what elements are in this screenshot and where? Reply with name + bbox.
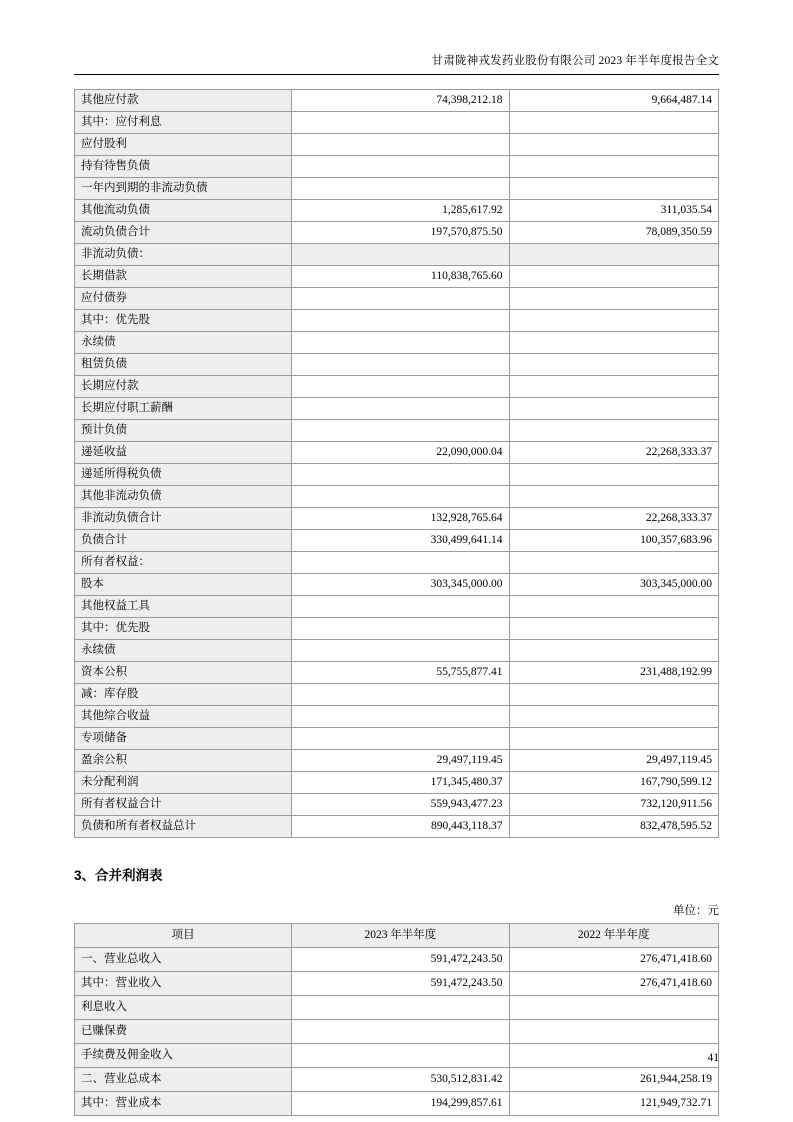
unit-label: 单位：元 — [673, 905, 719, 917]
row-value-current: 330,499,641.14 — [292, 530, 509, 552]
row-value-current — [292, 728, 509, 750]
row-value-current — [292, 112, 509, 134]
table-row — [75, 134, 719, 156]
row-value-prior — [509, 332, 719, 354]
table-row — [75, 574, 719, 596]
row-value-prior — [509, 288, 719, 310]
income-statement-table — [74, 923, 719, 1116]
row-value-current — [292, 486, 509, 508]
column-header: 2023 年半年度 — [292, 924, 509, 948]
header-divider — [74, 74, 719, 75]
table-row — [75, 684, 719, 706]
row-label: 长期借款 — [75, 266, 292, 288]
table-row — [75, 222, 719, 244]
row-value-prior — [509, 354, 719, 376]
row-value-prior: 100,357,683.96 — [509, 530, 719, 552]
table-row — [75, 464, 719, 486]
income-statement-head — [75, 924, 719, 948]
table-row — [75, 310, 719, 332]
row-value-prior: 732,120,911.56 — [509, 794, 719, 816]
row-value-prior — [509, 486, 719, 508]
row-value-prior: 9,664,487.14 — [509, 90, 719, 112]
row-label: 持有待售负债 — [75, 156, 292, 178]
table-row — [75, 420, 719, 442]
table-row — [75, 508, 719, 530]
row-value-current — [292, 332, 509, 354]
row-value-prior — [509, 1020, 719, 1044]
row-label: 一、营业总收入 — [75, 948, 292, 972]
table-row — [75, 156, 719, 178]
row-value-prior: 311,035.54 — [509, 200, 719, 222]
row-value-current — [292, 288, 509, 310]
row-value-prior — [509, 266, 719, 288]
column-header: 2022 年半年度 — [509, 924, 719, 948]
row-value-prior: 29,497,119.45 — [509, 750, 719, 772]
table-row — [75, 1068, 719, 1092]
row-value-current: 591,472,243.50 — [292, 972, 509, 996]
row-value-prior: 22,268,333.37 — [509, 508, 719, 530]
row-value-current: 530,512,831.42 — [292, 1068, 509, 1092]
row-value-prior — [509, 596, 719, 618]
row-value-prior: 303,345,000.00 — [509, 574, 719, 596]
row-label: 应付债券 — [75, 288, 292, 310]
table-row — [75, 90, 719, 112]
table-header-row — [75, 924, 719, 948]
row-label: 长期应付职工薪酬 — [75, 398, 292, 420]
row-value-prior — [509, 464, 719, 486]
row-label: 其他应付款 — [75, 90, 292, 112]
row-label: 专项储备 — [75, 728, 292, 750]
row-label: 其中：应付利息 — [75, 112, 292, 134]
row-value-current: 29,497,119.45 — [292, 750, 509, 772]
row-label: 未分配利润 — [75, 772, 292, 794]
row-value-prior — [509, 156, 719, 178]
row-value-current — [292, 398, 509, 420]
row-label: 其他权益工具 — [75, 596, 292, 618]
row-value-prior — [509, 376, 719, 398]
table-row — [75, 1020, 719, 1044]
row-value-prior: 276,471,418.60 — [509, 948, 719, 972]
table-row — [75, 486, 719, 508]
table-row — [75, 332, 719, 354]
table-row — [75, 618, 719, 640]
row-value-prior: 832,478,595.52 — [509, 816, 719, 838]
table-row — [75, 1092, 719, 1116]
row-value-prior — [509, 134, 719, 156]
table-row — [75, 288, 719, 310]
table-row — [75, 706, 719, 728]
table-row — [75, 354, 719, 376]
row-value-current — [292, 618, 509, 640]
row-label: 减：库存股 — [75, 684, 292, 706]
row-label: 长期应付款 — [75, 376, 292, 398]
table-row — [75, 1044, 719, 1068]
row-value-current — [292, 310, 509, 332]
table-row — [75, 552, 719, 574]
table-row — [75, 750, 719, 772]
row-value-current: 890,443,118.37 — [292, 816, 509, 838]
row-value-current — [292, 420, 509, 442]
row-value-current — [292, 640, 509, 662]
table-row — [75, 640, 719, 662]
row-value-prior: 121,949,732.71 — [509, 1092, 719, 1116]
row-label: 盈余公积 — [75, 750, 292, 772]
row-label: 永续债 — [75, 332, 292, 354]
row-label: 流动负债合计 — [75, 222, 292, 244]
row-label: 二、营业总成本 — [75, 1068, 292, 1092]
row-label: 所有者权益合计 — [75, 794, 292, 816]
table-row — [75, 972, 719, 996]
row-value-prior — [509, 1044, 719, 1068]
table-row — [75, 112, 719, 134]
row-label: 股本 — [75, 574, 292, 596]
row-label: 手续费及佣金收入 — [75, 1044, 292, 1068]
row-value-current — [292, 464, 509, 486]
row-value-prior — [509, 398, 719, 420]
table-row — [75, 442, 719, 464]
row-value-current: 1,285,617.92 — [292, 200, 509, 222]
row-value-prior — [509, 420, 719, 442]
row-value-current: 559,943,477.23 — [292, 794, 509, 816]
row-value-current — [292, 178, 509, 200]
row-value-prior — [509, 996, 719, 1020]
row-value-current — [292, 134, 509, 156]
row-value-current: 110,838,765.60 — [292, 266, 509, 288]
row-label: 预计负债 — [75, 420, 292, 442]
row-value-current — [292, 552, 509, 574]
row-value-prior — [509, 640, 719, 662]
row-value-current — [292, 1020, 509, 1044]
row-value-current — [292, 996, 509, 1020]
row-label: 租赁负债 — [75, 354, 292, 376]
row-label: 其他非流动负债 — [75, 486, 292, 508]
table-row — [75, 596, 719, 618]
row-value-prior: 231,488,192.99 — [509, 662, 719, 684]
table-row — [75, 996, 719, 1020]
row-value-current: 171,345,480.37 — [292, 772, 509, 794]
row-value-prior: 78,089,350.59 — [509, 222, 719, 244]
row-value-prior — [509, 684, 719, 706]
row-value-current — [292, 244, 509, 266]
table-row — [75, 530, 719, 552]
row-label: 其中：优先股 — [75, 310, 292, 332]
table-row — [75, 794, 719, 816]
row-value-current — [292, 354, 509, 376]
table-row — [75, 728, 719, 750]
table-row — [75, 266, 719, 288]
row-label: 递延所得税负债 — [75, 464, 292, 486]
row-value-current: 22,090,000.04 — [292, 442, 509, 464]
row-label: 负债和所有者权益总计 — [75, 816, 292, 838]
table-row — [75, 178, 719, 200]
row-value-current: 55,755,877.41 — [292, 662, 509, 684]
row-value-current — [292, 376, 509, 398]
table-row — [75, 948, 719, 972]
income-statement-body — [75, 948, 719, 1116]
page-header: 甘肃陇神戎发药业股份有限公司 2023 年半年度报告全文 — [431, 55, 719, 67]
row-value-prior — [509, 618, 719, 640]
row-value-current: 74,398,212.18 — [292, 90, 509, 112]
row-value-current — [292, 156, 509, 178]
row-value-prior — [509, 310, 719, 332]
row-label: 应付股利 — [75, 134, 292, 156]
row-value-current: 303,345,000.00 — [292, 574, 509, 596]
row-value-prior — [509, 728, 719, 750]
row-value-prior — [509, 706, 719, 728]
row-value-current: 197,570,875.50 — [292, 222, 509, 244]
row-label: 其中：营业收入 — [75, 972, 292, 996]
column-header: 项目 — [75, 924, 292, 948]
row-label: 已赚保费 — [75, 1020, 292, 1044]
table-row — [75, 398, 719, 420]
table-row — [75, 772, 719, 794]
row-value-current — [292, 1044, 509, 1068]
row-label: 非流动负债： — [75, 244, 292, 266]
table-row — [75, 816, 719, 838]
row-label: 非流动负债合计 — [75, 508, 292, 530]
row-value-prior — [509, 112, 719, 134]
row-value-current: 194,299,857.61 — [292, 1092, 509, 1116]
row-value-current — [292, 706, 509, 728]
row-label: 其他流动负债 — [75, 200, 292, 222]
row-label: 资本公积 — [75, 662, 292, 684]
balance-sheet-body — [75, 90, 719, 838]
row-value-prior: 276,471,418.60 — [509, 972, 719, 996]
row-value-prior: 261,944,258.19 — [509, 1068, 719, 1092]
table-row — [75, 662, 719, 684]
page-number: 41 — [707, 1052, 719, 1064]
row-value-prior — [509, 552, 719, 574]
row-label: 其中：优先股 — [75, 618, 292, 640]
section-title: 3、合并利润表 — [74, 868, 163, 883]
table-row — [75, 244, 719, 266]
table-row — [75, 376, 719, 398]
row-value-current: 591,472,243.50 — [292, 948, 509, 972]
row-value-prior — [509, 178, 719, 200]
row-value-current: 132,928,765.64 — [292, 508, 509, 530]
row-value-prior: 167,790,599.12 — [509, 772, 719, 794]
row-label: 负债合计 — [75, 530, 292, 552]
table-row — [75, 200, 719, 222]
row-label: 其他综合收益 — [75, 706, 292, 728]
row-label: 一年内到期的非流动负债 — [75, 178, 292, 200]
row-value-current — [292, 684, 509, 706]
row-label: 所有者权益： — [75, 552, 292, 574]
row-label: 其中：营业成本 — [75, 1092, 292, 1116]
row-value-prior: 22,268,333.37 — [509, 442, 719, 464]
row-label: 利息收入 — [75, 996, 292, 1020]
row-label: 递延收益 — [75, 442, 292, 464]
balance-sheet-table — [74, 89, 719, 838]
row-label: 永续债 — [75, 640, 292, 662]
row-value-current — [292, 596, 509, 618]
row-value-prior — [509, 244, 719, 266]
